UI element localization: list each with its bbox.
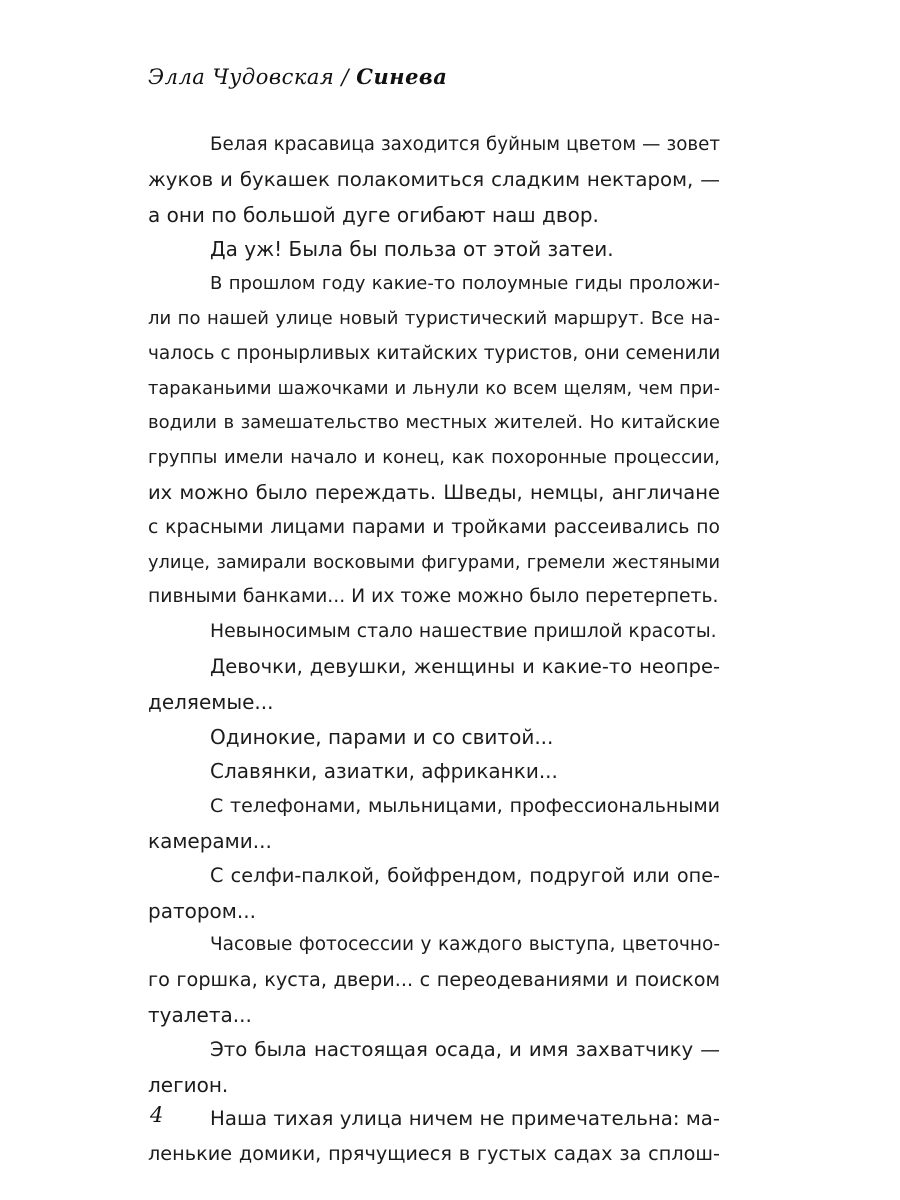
text-line: улице, замирали восковыми фигурами, гремели жестяными: [148, 552, 720, 573]
running-head-title: Синева: [356, 64, 448, 89]
text-line: чалось с пронырливых китайских туристов, они семенили: [148, 342, 720, 364]
text-line: камерами...: [148, 828, 272, 853]
text-line: группы имели начало и конец, как похоронные процессии,: [148, 447, 720, 469]
text-line: Это была настоящая осада, и имя захватчику —: [210, 1037, 720, 1061]
text-line: В прошлом году какие-то полоумные гиды проложи-: [210, 273, 720, 295]
text-line: водили в замешательство местных жителей. Но китайские: [148, 412, 720, 434]
text-line: Невыносимым стало нашествие пришлой красоты.: [210, 621, 717, 643]
text-line: деляемые...: [148, 689, 274, 714]
text-line: Да уж! Была бы польза от этой затеи.: [210, 237, 614, 262]
running-head-author: Элла Чудовская: [148, 65, 335, 89]
text-line: Часовые фотосессии у каждого выступа, цветочно-: [210, 934, 720, 956]
text-line: а они по большой дуге огибают наш двор.: [148, 202, 599, 227]
text-line: Славянки, азиатки, африканки...: [210, 759, 558, 784]
running-head: [148, 64, 447, 89]
text-line: С селфи-палкой, бойфрендом, подругой или опе-: [210, 863, 720, 887]
text-line: легион.: [148, 1072, 229, 1097]
text-line: туалета...: [148, 1002, 252, 1027]
text-line: ратором...: [148, 898, 256, 923]
text-line: Девочки, девушки, женщины и какие-то неопре-: [210, 654, 720, 678]
running-head-separator: /: [341, 65, 350, 89]
text-line: Одинокие, парами и со свитой...: [210, 724, 554, 749]
text-line: го горшка, куста, двери... с переодеваниями и поиском: [148, 968, 720, 992]
page-number: 4: [150, 1103, 164, 1127]
body-text: [148, 128, 720, 1172]
text-line: пивными банками... И их тоже можно было перетерпеть.: [148, 586, 719, 608]
text-line: жуков и букашек полакомиться сладким нектаром, —: [148, 167, 720, 191]
text-line: ленькие домики, прячущиеся в густых садах за сплош-: [148, 1142, 720, 1166]
text-line: Наша тихая улица ничем не примечательна: ма-: [210, 1107, 720, 1131]
text-line: с красными лицами парами и тройками рассеивались по: [148, 516, 720, 538]
text-line: ли по нашей улице новый туристический маршрут. Все на-: [148, 307, 720, 329]
text-line: С телефонами, мыльницами, профессиональными: [210, 795, 720, 818]
text-line: Белая красавица заходится буйным цветом — зовет: [210, 134, 720, 155]
text-line: их можно было переждать. Шведы, немцы, англичане: [148, 480, 720, 504]
text-line: тараканьими шажочками и льнули ко всем щелям, чем при-: [148, 378, 720, 399]
